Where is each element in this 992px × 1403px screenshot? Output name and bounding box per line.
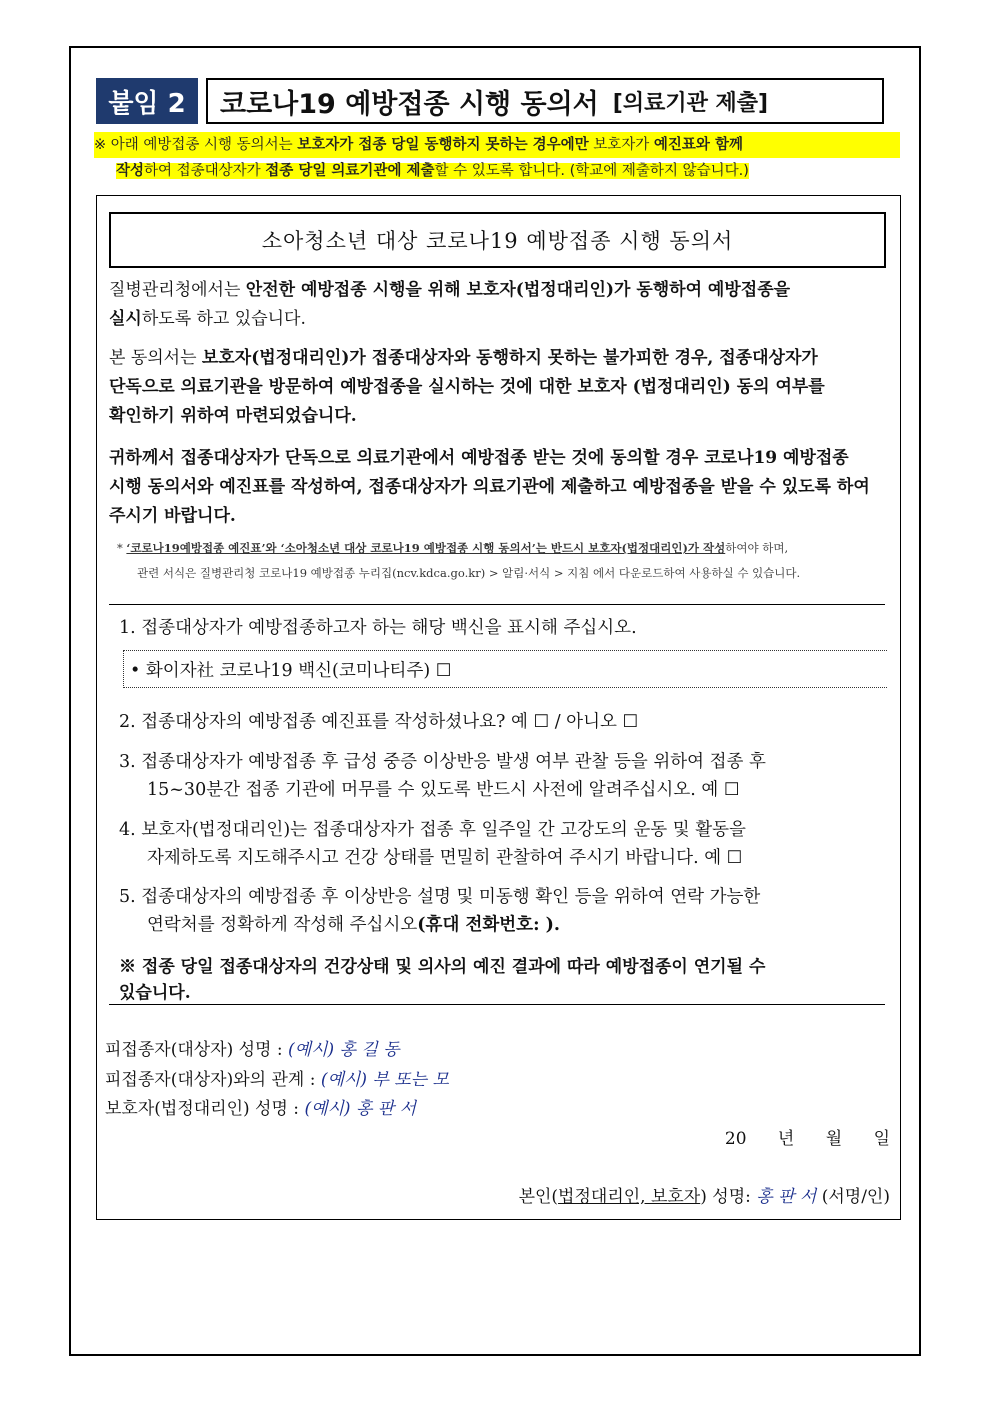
question-3[interactable]: 3. 접종대상자가 예방접종 후 급성 중증 이상반응 발생 여부 관찰 등을 위하여 접종 후 15~30분간 접종 기관에 머무를 수 있도록 반드시 사전에 알려주십시오. 예 ☐ — [119, 752, 766, 800]
attachment-badge: 붙임 2 — [96, 78, 198, 124]
section-divider-bottom — [109, 1004, 885, 1005]
section-divider-top — [109, 604, 885, 605]
question-2[interactable]: 2. 접종대상자의 예방접종 예진표를 작성하셨나요? 예 ☐ / 아니오 ☐ — [119, 712, 639, 732]
form-title: 소아청소년 대상 코로나19 예방접종 시행 동의서 — [109, 212, 886, 268]
guardian-name-line[interactable] — [105, 1095, 416, 1123]
recipient-name-label: 피접종자(대상자) 성명 : — [105, 1040, 289, 1060]
submission-notice — [94, 132, 900, 184]
question-4[interactable]: 4. 보호자(법정대리인)는 접종대상자가 접종 후 일주일 간 고강도의 운동 및 활동을 자제하도록 지도해주시고 건강 상태를 면밀히 관찰하여 주시기 바랍니다. 예 ☐ — [119, 820, 746, 868]
notice-line-2: 작성하여 접종대상자가 접종 당일 의료기관에 제출할 수 있도록 합니다. (학교에 제출하지 않습니다.) — [116, 163, 749, 179]
guardian-name-value: (예시) 홍 판 서 — [304, 1099, 417, 1119]
consent-form — [96, 195, 901, 1220]
notice-line-1: ※ 아래 예방접종 시행 동의서는 보호자가 접종 당일 동행하지 못하는 경우에만 보호자가 예진표와 함께 — [94, 132, 900, 158]
document-title-box — [206, 78, 884, 124]
question-5[interactable]: 5. 접종대상자의 예방접종 후 이상반응 설명 및 미동행 확인 등을 위하여 연락 가능한 연락처를 정확하게 작성해 주십시오(휴대 전화번호: ). — [119, 887, 761, 935]
relation-label: 피접종자(대상자)와의 관계 : — [105, 1070, 321, 1090]
intro-paragraph-1: 질병관리청에서는 안전한 예방접종 시행을 위해 보호자(법정대리인)가 동행하여 예방접종을 실시하도록 하고 있습니다. — [109, 280, 791, 329]
document-header — [96, 78, 769, 124]
signature-line[interactable]: 본인(법정대리인, 보호자) 성명: 홍 판 서 (서명/인) — [518, 1187, 890, 1207]
question-1: 1. 접종대상자가 예방접종하고자 하는 해당 백신을 표시해 주십시오. — [119, 618, 637, 638]
vaccine-option[interactable] — [123, 650, 887, 688]
guardian-name-label: 보호자(법정대리인) 성명 : — [105, 1099, 305, 1119]
intro-paragraph-2: 본 동의서는 보호자(법정대리인)가 접종대상자와 동행하지 못하는 불가피한 경우, 접종대상자가 단독으로 의료기관을 방문하여 예방접종을 실시하는 것에 대한 보호자 (법정대리인) 동의 여부를 확인하기 위하여 마련되었습니다. — [109, 348, 825, 426]
intro-paragraph-3: 귀하께서 접종대상자가 단독으로 의료기관에서 예방접종 받는 것에 동의할 경우 코로나19 예방접종 시행 동의서와 예진표를 작성하여, 접종대상자가 의료기관에 제출하고 예방접종을 받을 수 있도록 하여 주시기 바랍니다. — [109, 448, 870, 526]
recipient-name-value: (예시) 홍 길 동 — [288, 1040, 400, 1060]
signer-name: 홍 판 서 — [756, 1187, 817, 1207]
recipient-name-line[interactable] — [105, 1036, 400, 1064]
document-title: 코로나19 예방접종 시행 동의서 — [220, 88, 599, 120]
postponement-warning: ※ 접종 당일 접종대상자의 건강상태 및 의사의 예진 결과에 따라 예방접종이 연기될 수 있습니다. — [119, 957, 766, 1003]
relation-line[interactable] — [105, 1066, 449, 1094]
signature-date[interactable]: 20 년 월 일 — [724, 1129, 890, 1149]
document-subtitle: [의료기관 제출] — [612, 90, 769, 116]
relation-value: (예시) 부 또는 모 — [320, 1070, 449, 1090]
form-guidance-note: * ‘코로나19예방접종 예진표’와 ‘소아청소년 대상 코로나19 예방접종 시행 동의서’는 반드시 보호자(법정대리인)가 작성하여야 하며, 관련 서식은 질병관리청 코로나19 예방접종 누리집(ncv.kdca.go.kr) > 알림·서식 > 지침 에서 다운로드하여 사용하실 수 있습니다. — [117, 541, 801, 580]
vaccine-option-label: • 화이자社 코로나19 백신(코미나티주) ☐ — [130, 660, 452, 681]
